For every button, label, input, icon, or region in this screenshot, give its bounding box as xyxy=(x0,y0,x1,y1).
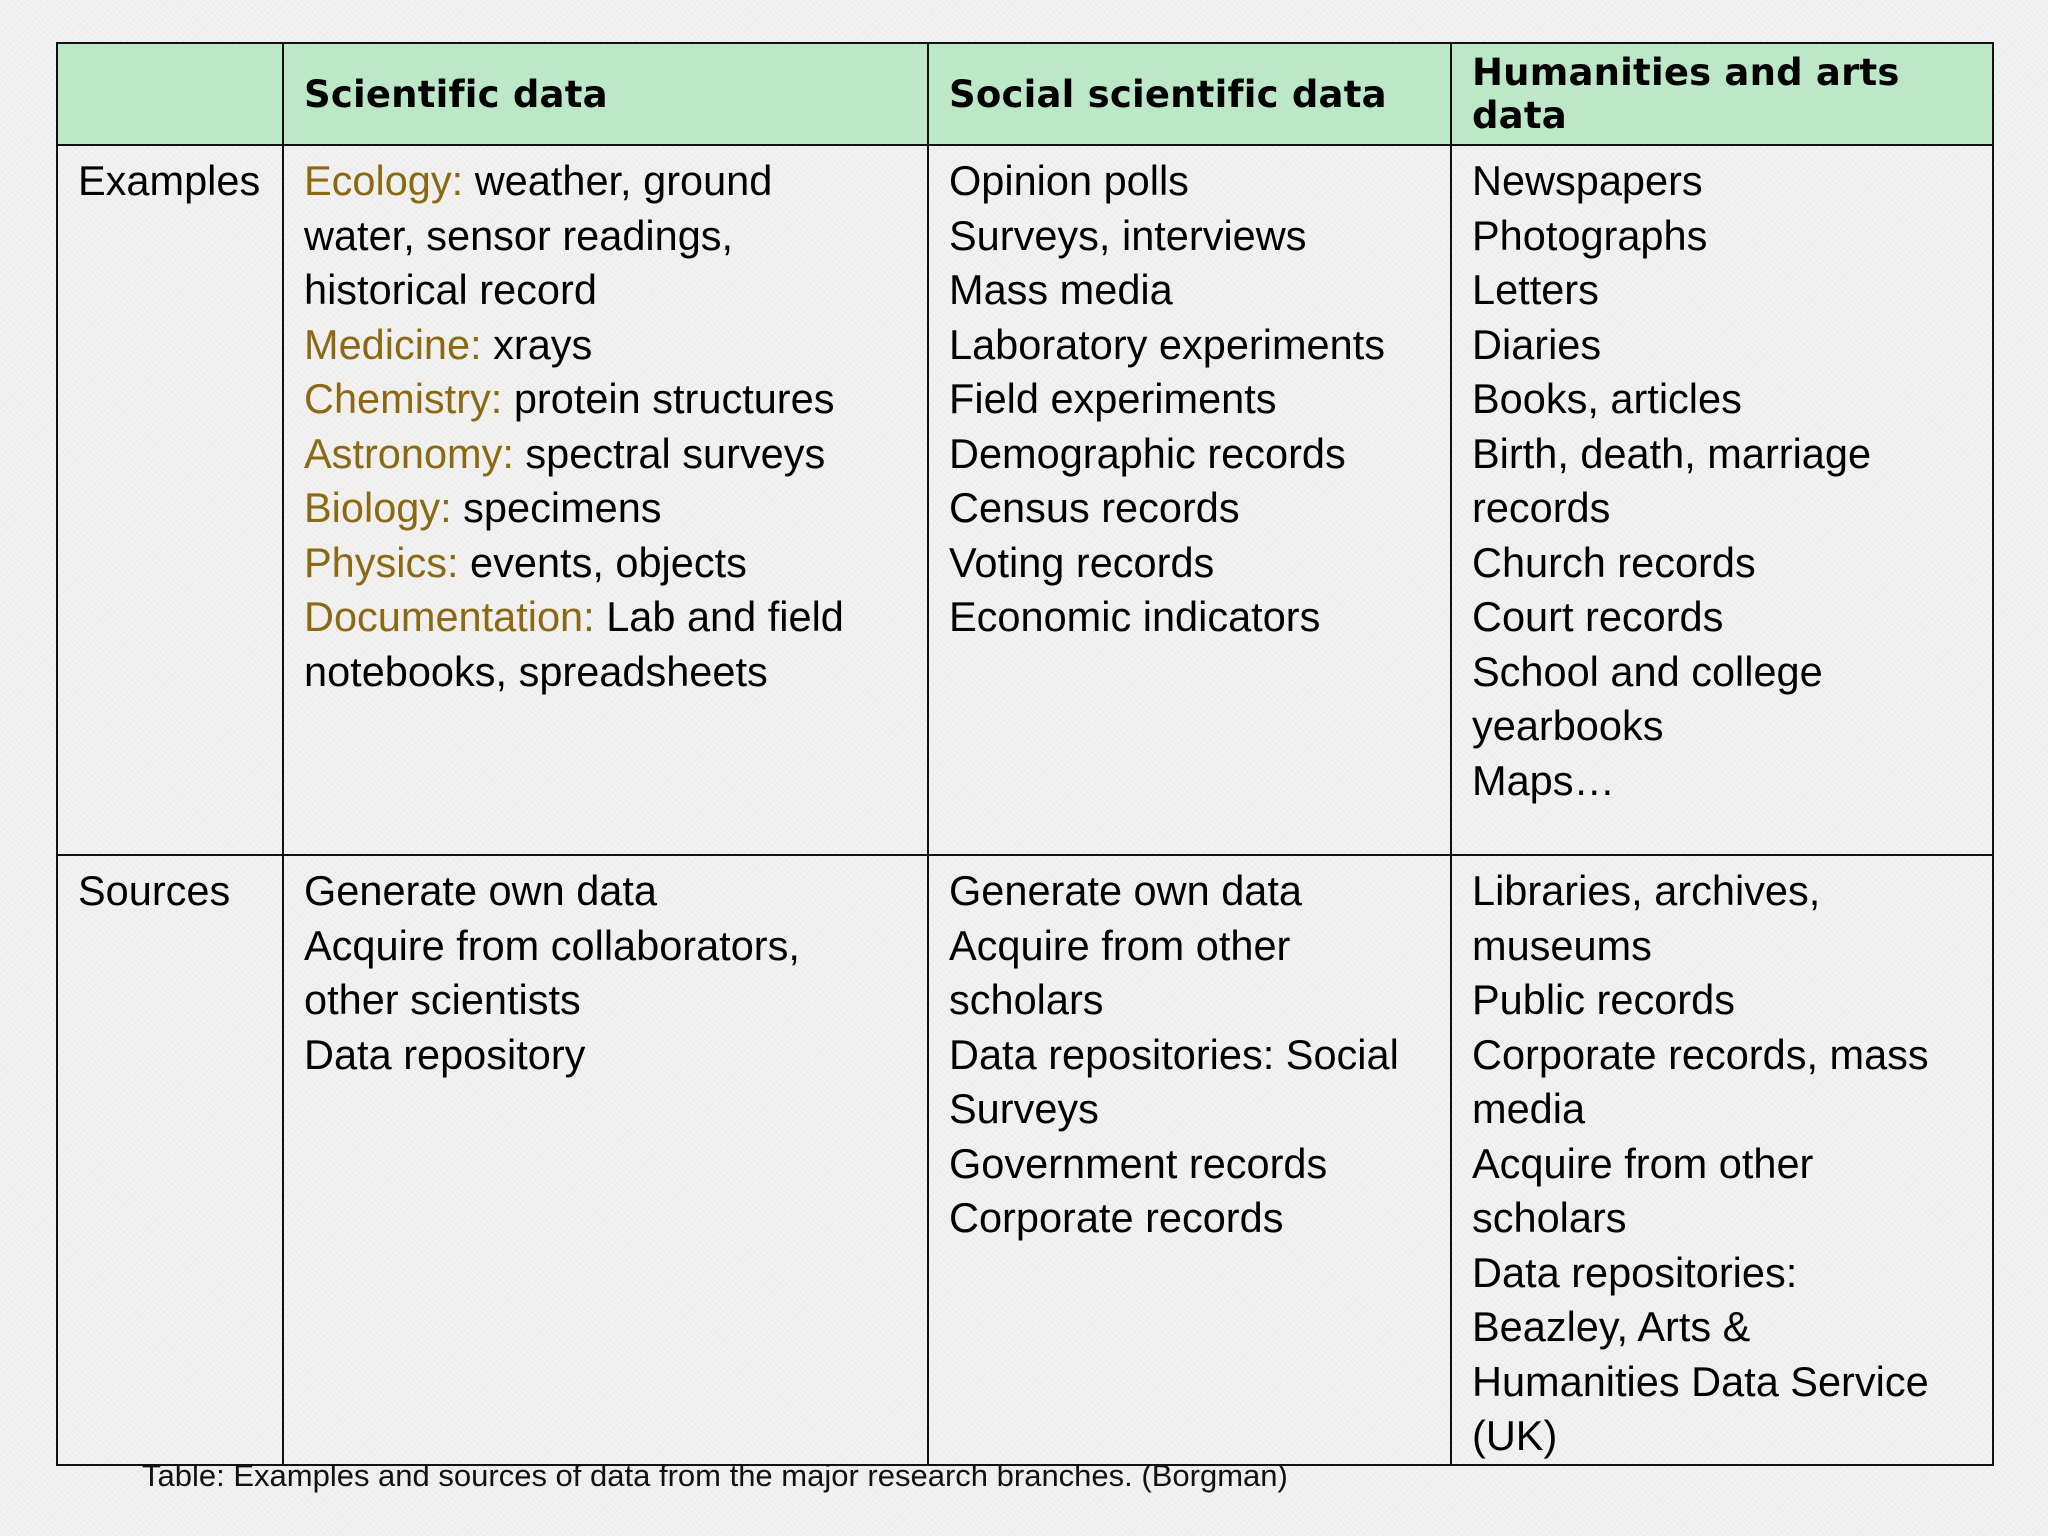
category-label: Physics: xyxy=(304,538,459,586)
cell-line xyxy=(304,536,927,591)
cell-line: School and college xyxy=(1472,647,1823,695)
category-text: specimens xyxy=(451,484,662,531)
row-label-sources: Sources xyxy=(78,867,231,914)
research-data-table xyxy=(56,42,1994,1466)
category-text: Lab and field xyxy=(594,593,844,640)
cell-line: Surveys xyxy=(949,1085,1099,1132)
examples-social-cell xyxy=(928,145,1451,855)
cell-line: Data repository xyxy=(304,1030,586,1078)
cell-line: scholars xyxy=(949,976,1104,1023)
cell-line: Mass media xyxy=(949,266,1173,313)
cell-line: Generate own data xyxy=(949,867,1302,914)
examples-label-cell xyxy=(57,145,283,855)
cell-line xyxy=(304,318,927,373)
cell-line: media xyxy=(1472,1085,1586,1132)
cell-line: scholars xyxy=(1472,1194,1627,1241)
cell-line: Generate own data xyxy=(304,867,657,914)
header-scientific-data: Scientific data xyxy=(283,43,928,145)
cell-line: Maps… xyxy=(1472,756,1615,804)
header-empty-cell xyxy=(57,43,283,145)
cell-line xyxy=(304,154,927,209)
category-text: weather, ground xyxy=(463,157,773,204)
header-humanities-arts-data: Humanities and arts data xyxy=(1451,43,1993,145)
cell-line: Laboratory experiments xyxy=(949,320,1385,368)
cell-line: other scientists xyxy=(304,976,581,1023)
category-label: Medicine: xyxy=(304,320,482,368)
sources-humanities-cell xyxy=(1451,855,1993,1465)
cell-line: Acquire from other xyxy=(1472,1139,1814,1187)
cell-line: Opinion polls xyxy=(949,157,1189,204)
category-text: notebooks, spreadsheets xyxy=(304,647,768,695)
cell-line: Books, articles xyxy=(1472,375,1742,422)
category-label: Biology: xyxy=(304,484,452,531)
examples-scientific-cell xyxy=(283,145,928,855)
cell-line: Humanities Data Service xyxy=(1472,1357,1929,1405)
category-label: Astronomy: xyxy=(304,429,514,477)
examples-humanities-list xyxy=(1452,146,1992,808)
sources-row xyxy=(57,855,1993,1465)
header-row xyxy=(57,43,1993,145)
cell-line: Libraries, archives, xyxy=(1472,867,1821,914)
category-text: water, sensor readings, xyxy=(304,211,734,259)
examples-scientific-list xyxy=(284,146,927,699)
cell-line: (UK) xyxy=(1472,1412,1558,1459)
cell-line: Data repositories: Social xyxy=(949,1030,1399,1078)
cell-line: Birth, death, marriage xyxy=(1472,429,1872,477)
cell-line: Court records xyxy=(1472,593,1724,640)
cell-line: Acquire from collaborators, xyxy=(304,921,800,969)
category-text: events, objects xyxy=(458,538,747,586)
cell-line: yearbooks xyxy=(1472,702,1664,749)
cell-line: Data repositories: xyxy=(1472,1248,1798,1296)
category-text: protein structures xyxy=(502,375,835,422)
cell-line: museums xyxy=(1472,921,1652,969)
sources-scientific-list xyxy=(284,856,927,1082)
cell-line: Public records xyxy=(1472,976,1735,1023)
cell-line: records xyxy=(1472,484,1611,531)
category-text: xrays xyxy=(481,320,593,368)
sources-label-cell xyxy=(57,855,283,1465)
cell-line xyxy=(304,263,927,318)
cell-line: Diaries xyxy=(1472,320,1602,368)
cell-line: Newspapers xyxy=(1472,157,1703,204)
examples-row xyxy=(57,145,1993,855)
cell-line xyxy=(304,372,927,427)
category-label: Ecology: xyxy=(304,157,464,204)
sources-social-cell xyxy=(928,855,1451,1465)
cell-line: Economic indicators xyxy=(949,593,1321,640)
sources-humanities-list xyxy=(1452,856,1992,1464)
cell-line xyxy=(304,590,927,645)
cell-line: Beazley, Arts & xyxy=(1472,1303,1751,1350)
cell-line xyxy=(304,209,927,264)
category-text: historical record xyxy=(304,266,597,313)
cell-line: Demographic records xyxy=(949,429,1346,477)
cell-line: Voting records xyxy=(949,538,1215,586)
cell-line: Government records xyxy=(949,1139,1328,1187)
header-social-scientific-data: Social scientific data xyxy=(928,43,1451,145)
cell-line: Church records xyxy=(1472,538,1756,586)
table-caption: Table: Examples and sources of data from the major research branches. (Borgman) xyxy=(142,1458,1288,1493)
examples-humanities-cell xyxy=(1451,145,1993,855)
cell-line xyxy=(304,427,927,482)
cell-line: Corporate records xyxy=(949,1194,1284,1241)
cell-line: Photographs xyxy=(1472,211,1708,259)
cell-line: Field experiments xyxy=(949,375,1277,422)
category-text: spectral surveys xyxy=(513,429,826,477)
cell-line: Corporate records, mass xyxy=(1472,1030,1929,1078)
category-label: Chemistry: xyxy=(304,375,503,422)
sources-social-list xyxy=(929,856,1450,1246)
row-label-examples: Examples xyxy=(78,157,261,204)
category-label: Documentation: xyxy=(304,593,595,640)
cell-line: Acquire from other xyxy=(949,921,1291,969)
examples-social-list xyxy=(929,146,1450,645)
sources-scientific-cell xyxy=(283,855,928,1465)
cell-line xyxy=(304,645,927,700)
cell-line: Letters xyxy=(1472,266,1599,313)
cell-line xyxy=(304,481,927,536)
cell-line: Census records xyxy=(949,484,1240,531)
cell-line: Surveys, interviews xyxy=(949,211,1307,259)
